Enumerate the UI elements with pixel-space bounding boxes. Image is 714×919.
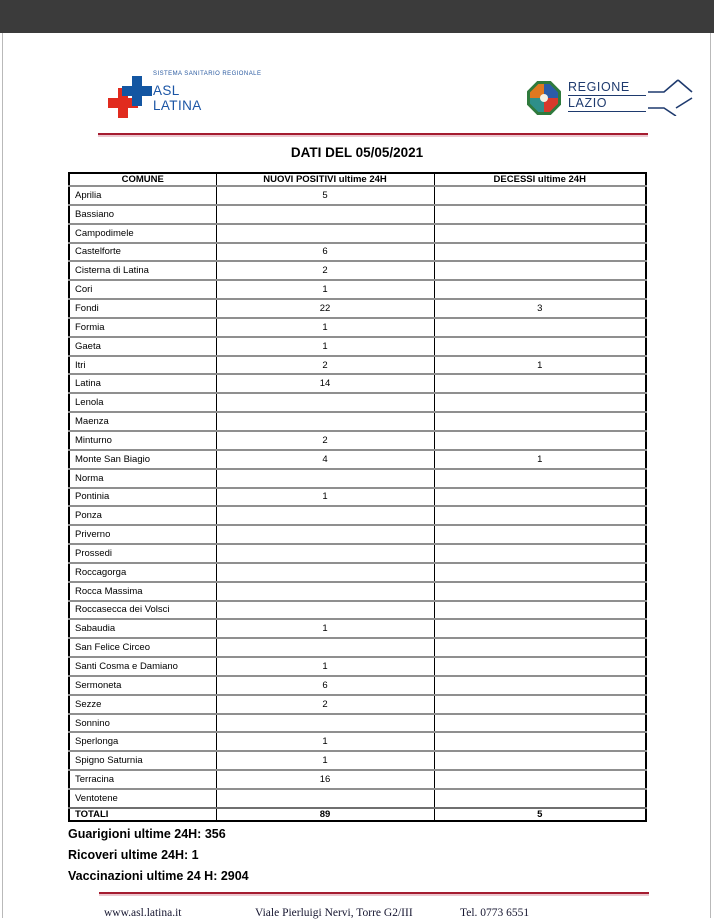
positivi-cell: 2 <box>216 261 434 280</box>
chevron-ribbon-icon <box>648 78 700 116</box>
table-row <box>69 356 646 375</box>
comune-cell: Latina <box>69 374 216 393</box>
comune-cell: Roccagorga <box>69 563 216 582</box>
decessi-cell <box>434 243 646 262</box>
decessi-cell: 1 <box>434 356 646 375</box>
positivi-cell <box>216 506 434 525</box>
comune-cell: Sonnino <box>69 714 216 733</box>
decessi-cell: 3 <box>434 299 646 318</box>
totals-positivi: 89 <box>216 808 434 821</box>
positivi-cell: 1 <box>216 732 434 751</box>
comune-cell: Rocca Massima <box>69 582 216 601</box>
decessi-cell <box>434 469 646 488</box>
decessi-cell <box>434 393 646 412</box>
org-name-line1: ASL <box>153 83 180 98</box>
comune-cell: Fondi <box>69 299 216 318</box>
table-row <box>69 299 646 318</box>
positivi-cell: 1 <box>216 751 434 770</box>
decessi-cell <box>434 224 646 243</box>
positivi-cell: 14 <box>216 374 434 393</box>
comune-cell: Spigno Saturnia <box>69 751 216 770</box>
decessi-cell <box>434 789 646 808</box>
top-dark-bar <box>0 0 714 33</box>
comune-cell: Santi Cosma e Damiano <box>69 657 216 676</box>
positivi-cell <box>216 601 434 620</box>
table-row <box>69 732 646 751</box>
comune-cell: Bassiano <box>69 205 216 224</box>
summary-ricoveri: Ricoveri ultime 24H: 1 <box>68 848 199 862</box>
decessi-cell <box>434 582 646 601</box>
page-right-border <box>710 33 711 918</box>
positivi-cell <box>216 714 434 733</box>
decessi-cell <box>434 431 646 450</box>
table-row <box>69 582 646 601</box>
positivi-cell: 4 <box>216 450 434 469</box>
regione-lazio-logo <box>527 80 662 118</box>
table-row <box>69 714 646 733</box>
table-row <box>69 638 646 657</box>
decessi-cell <box>434 337 646 356</box>
table-row <box>69 374 646 393</box>
decessi-cell: 1 <box>434 450 646 469</box>
footer-address: Viale Pierluigi Nervi, Torre G2/III <box>255 907 413 919</box>
table-row <box>69 563 646 582</box>
table-row <box>69 525 646 544</box>
table-row <box>69 506 646 525</box>
decessi-cell <box>434 695 646 714</box>
table-body <box>69 186 646 808</box>
table-row <box>69 488 646 507</box>
region-name-line2: LAZIO <box>568 96 646 112</box>
comune-cell: Aprilia <box>69 186 216 205</box>
table-row <box>69 789 646 808</box>
positivi-cell <box>216 469 434 488</box>
table-header-row <box>69 173 646 186</box>
positivi-cell: 2 <box>216 431 434 450</box>
footer-phone: Tel. 0773 6551 <box>460 907 530 919</box>
positivi-cell: 1 <box>216 280 434 299</box>
decessi-cell <box>434 732 646 751</box>
positivi-cell <box>216 412 434 431</box>
summary-vaccinazioni: Vaccinazioni ultime 24 H: 2904 <box>68 869 249 883</box>
positivi-cell <box>216 205 434 224</box>
positivi-cell: 1 <box>216 318 434 337</box>
table-row <box>69 280 646 299</box>
comune-cell: Maenza <box>69 412 216 431</box>
footer-red-rule <box>99 892 649 894</box>
positivi-cell: 16 <box>216 770 434 789</box>
table-row <box>69 186 646 205</box>
table-row <box>69 412 646 431</box>
comune-cell: Pontinia <box>69 488 216 507</box>
table-row <box>69 261 646 280</box>
decessi-cell <box>434 601 646 620</box>
positivi-cell: 2 <box>216 695 434 714</box>
table-row <box>69 393 646 412</box>
table-row <box>69 243 646 262</box>
table-row <box>69 657 646 676</box>
positivi-cell <box>216 638 434 657</box>
table-row <box>69 318 646 337</box>
comune-cell: Campodimele <box>69 224 216 243</box>
decessi-cell <box>434 525 646 544</box>
comune-cell: Norma <box>69 469 216 488</box>
regione-lazio-emblem-icon <box>527 81 561 115</box>
page-title: DATI DEL 05/05/2021 <box>290 145 424 160</box>
comune-cell: Terracina <box>69 770 216 789</box>
comune-cell: San Felice Circeo <box>69 638 216 657</box>
positivi-cell <box>216 544 434 563</box>
positivi-cell <box>216 582 434 601</box>
footer-website: www.asl.latina.it <box>104 907 182 919</box>
region-name-line1: REGIONE <box>568 80 646 96</box>
decessi-cell <box>434 374 646 393</box>
table-row <box>69 469 646 488</box>
positivi-cell: 1 <box>216 619 434 638</box>
decessi-cell <box>434 638 646 657</box>
decessi-cell <box>434 318 646 337</box>
table-row <box>69 205 646 224</box>
document-page <box>0 33 714 918</box>
comune-cell: Gaeta <box>69 337 216 356</box>
positivi-cell <box>216 224 434 243</box>
col-header-decessi: DECESSI ultime 24H <box>434 173 646 186</box>
table-row <box>69 601 646 620</box>
positivi-cell: 2 <box>216 356 434 375</box>
comune-cell: Formia <box>69 318 216 337</box>
comune-cell: Sermoneta <box>69 676 216 695</box>
decessi-cell <box>434 657 646 676</box>
table-row <box>69 224 646 243</box>
org-name-line2: LATINA <box>153 98 202 113</box>
positivi-cell <box>216 525 434 544</box>
comune-cell: Cori <box>69 280 216 299</box>
table-row <box>69 450 646 469</box>
decessi-cell <box>434 714 646 733</box>
decessi-cell <box>434 205 646 224</box>
table-row <box>69 544 646 563</box>
table-row <box>69 751 646 770</box>
comune-cell: Ventotene <box>69 789 216 808</box>
col-header-nuovi-positivi: NUOVI POSITIVI ultime 24H <box>216 173 434 186</box>
positivi-cell: 1 <box>216 657 434 676</box>
positivi-cell: 1 <box>216 488 434 507</box>
decessi-cell <box>434 506 646 525</box>
decessi-cell <box>434 619 646 638</box>
summary-guarigioni: Guarigioni ultime 24H: 356 <box>68 827 226 841</box>
decessi-cell <box>434 563 646 582</box>
comune-cell: Sabaudia <box>69 619 216 638</box>
table-row <box>69 770 646 789</box>
decessi-cell <box>434 488 646 507</box>
decessi-cell <box>434 676 646 695</box>
totals-decessi: 5 <box>434 808 646 821</box>
comune-cell: Minturno <box>69 431 216 450</box>
comune-cell: Ponza <box>69 506 216 525</box>
comune-cell: Priverno <box>69 525 216 544</box>
decessi-cell <box>434 186 646 205</box>
decessi-cell <box>434 751 646 770</box>
positivi-cell: 6 <box>216 676 434 695</box>
positivi-cell <box>216 563 434 582</box>
totals-row <box>69 808 646 821</box>
comune-cell: Monte San Biagio <box>69 450 216 469</box>
summary-block <box>68 824 568 887</box>
page-left-border <box>2 33 3 918</box>
positivi-cell <box>216 789 434 808</box>
covid-data-table <box>68 172 647 822</box>
totals-label: TOTALI <box>69 808 216 821</box>
decessi-cell <box>434 261 646 280</box>
decessi-cell <box>434 544 646 563</box>
decessi-cell <box>434 280 646 299</box>
comune-cell: Cisterna di Latina <box>69 261 216 280</box>
header-red-rule <box>98 133 648 135</box>
comune-cell: Roccasecca dei Volsci <box>69 601 216 620</box>
comune-cell: Lenola <box>69 393 216 412</box>
ssr-label: SISTEMA SANITARIO REGIONALE <box>153 71 262 77</box>
comune-cell: Sperlonga <box>69 732 216 751</box>
table-row <box>69 431 646 450</box>
decessi-cell <box>434 412 646 431</box>
comune-cell: Itri <box>69 356 216 375</box>
positivi-cell: 1 <box>216 337 434 356</box>
table-row <box>69 676 646 695</box>
positivi-cell: 6 <box>216 243 434 262</box>
comune-cell: Castelforte <box>69 243 216 262</box>
positivi-cell <box>216 393 434 412</box>
positivi-cell: 22 <box>216 299 434 318</box>
decessi-cell <box>434 770 646 789</box>
comune-cell: Prossedi <box>69 544 216 563</box>
col-header-comune: COMUNE <box>69 173 216 186</box>
table-row <box>69 619 646 638</box>
blue-cross-shape <box>122 76 152 106</box>
table-row <box>69 695 646 714</box>
positivi-cell: 5 <box>216 186 434 205</box>
comune-cell: Sezze <box>69 695 216 714</box>
asl-cross-icon <box>108 76 154 120</box>
table-row <box>69 337 646 356</box>
